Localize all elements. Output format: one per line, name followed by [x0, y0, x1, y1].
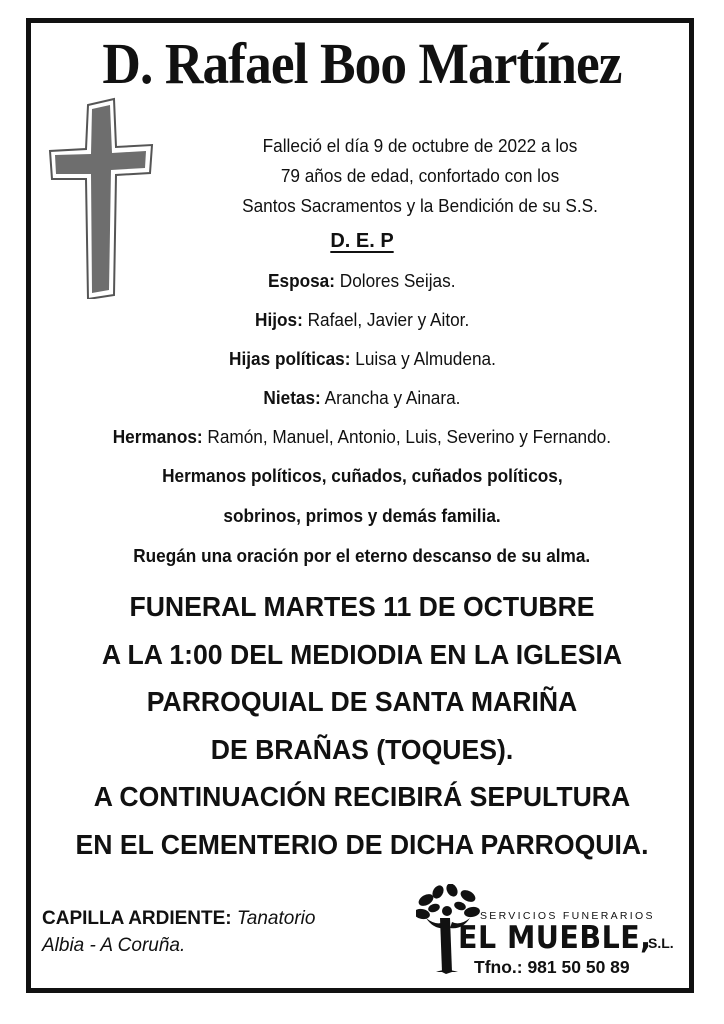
funeral-line: PARROQUIAL DE SANTA MARIÑA — [146, 686, 578, 717]
deceased-name-title: D. Rafael Boo Martínez — [102, 31, 622, 96]
prayer-line — [0, 545, 724, 567]
family-line-children — [0, 309, 724, 331]
chapel-info — [42, 905, 315, 959]
family-value: Ramón, Manuel, Antonio, Luis, Severino y Fernando. — [202, 426, 612, 447]
extended-family-text: sobrinos, primos y demás familia. — [223, 505, 501, 526]
logo-phone: Tfno.: 981 50 50 89 — [474, 957, 630, 977]
chapel-location: Albia - A Coruña. — [42, 935, 186, 956]
funeral-details — [0, 583, 724, 868]
family-value: Luisa y Almudena. — [350, 348, 496, 369]
family-line-siblings — [0, 426, 724, 448]
funeral-line: DE BRAÑAS (TOQUES). — [210, 733, 514, 765]
family-line-grandchildren — [0, 387, 724, 409]
dep-heading — [0, 230, 724, 253]
funeral-line: A CONTINUACIÓN RECIBIRÁ SEPULTURA — [93, 781, 631, 812]
family-label: Esposa: — [268, 270, 336, 291]
extended-family-text: Hermanos políticos, cuñados, cuñados políticos, — [161, 465, 563, 486]
intro-line: Falleció el día 9 de octubre de 2022 a los — [262, 135, 578, 156]
family-label: Nietas: — [263, 387, 321, 408]
logo-name: EL MUEBLE, — [458, 920, 652, 956]
logo-subtitle: SERVICIOS FUNERARIOS — [480, 910, 655, 922]
family-label: Hijas políticas: — [228, 348, 351, 369]
intro-line: Santos Sacramentos y la Bendición de su S.S. — [242, 195, 598, 216]
logo-suffix: S.L. — [648, 935, 674, 951]
intro-line: 79 años de edad, confortado con los — [280, 165, 560, 186]
family-line-spouse — [0, 270, 724, 292]
extended-family-line — [0, 505, 724, 527]
family-label: Hermanos: — [112, 426, 203, 447]
chapel-place: Tanatorio — [231, 908, 316, 929]
prayer-text: Ruegán una oración por el eterno descanso de su alma. — [133, 545, 591, 566]
funeral-line: FUNERAL MARTES 11 DE OCTUBRE — [129, 591, 595, 622]
cross-icon — [48, 97, 156, 299]
funeral-line: A LA 1:00 DEL MEDIODIA EN LA IGLESIA — [101, 638, 623, 670]
family-value: Arancha y Ainara. — [320, 387, 461, 408]
funeral-home-logo — [414, 880, 684, 980]
family-value: Rafael, Javier y Aitor. — [302, 309, 470, 330]
dep-text: D. E. P — [330, 230, 394, 252]
family-label: Hijos: — [254, 309, 303, 330]
chapel-label: CAPILLA ARDIENTE: — [42, 908, 232, 929]
death-notice-intro — [200, 131, 640, 221]
extended-family-line — [0, 465, 724, 487]
family-line-daughters-in-law — [0, 348, 724, 370]
funeral-line: EN EL CEMENTERIO DE DICHA PARROQUIA. — [75, 828, 649, 860]
family-value: Dolores Seijas. — [335, 270, 456, 291]
